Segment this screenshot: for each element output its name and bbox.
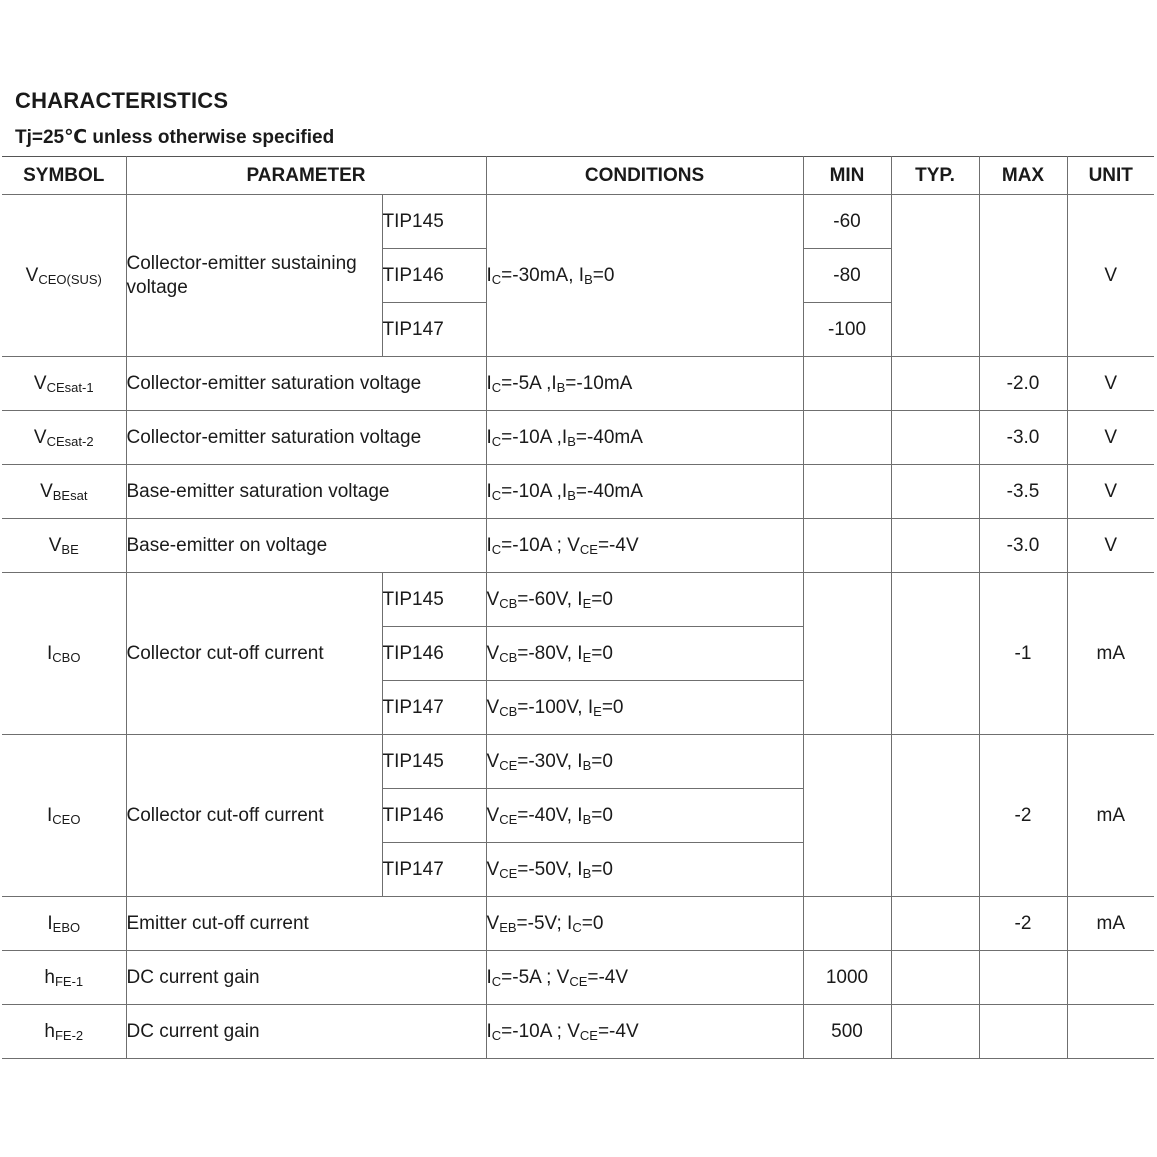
conditions-cell: $I_C=-30mA$, $I_B=0$ [486, 195, 803, 357]
typ-cell [891, 735, 979, 897]
conditions-cell: $I_C=-5A$ $,I_B=-10mA$ [486, 357, 803, 411]
header-typ: TYP. [891, 157, 979, 195]
min-cell: -80 [803, 249, 891, 303]
max-cell [979, 951, 1067, 1005]
conditions-cell: $I_C=-10A$ $,I_B=-40mA$ [486, 411, 803, 465]
table-row [2, 411, 1154, 465]
unit-cell [1067, 1005, 1154, 1059]
symbol-cell: $I_{EBO}$ [2, 897, 126, 951]
min-cell [803, 357, 891, 411]
max-cell: -2 [979, 735, 1067, 897]
parameter-cell: Emitter cut-off current [126, 897, 486, 951]
unit-cell: V [1067, 519, 1154, 573]
max-cell: -2 [979, 897, 1067, 951]
conditions-cell: $V_{CB}=-100V$, $I_E=0$ [486, 681, 803, 735]
min-cell: 1000 [803, 951, 891, 1005]
symbol-cell: $h_{FE-2}$ [2, 1005, 126, 1059]
parameter-cell: Collector cut-off current [126, 573, 382, 735]
parameter-cell: Collector-emitter sustaining voltage [126, 195, 382, 357]
conditions-cell: $I_C=-10A$ $,I_B=-40mA$ [486, 465, 803, 519]
parameter-cell: DC current gain [126, 951, 486, 1005]
model-cell: TIP145 [382, 735, 486, 789]
model-cell: TIP145 [382, 573, 486, 627]
max-cell: -1 [979, 573, 1067, 735]
symbol-cell: $h_{FE-1}$ [2, 951, 126, 1005]
model-cell: TIP147 [382, 681, 486, 735]
header-max: MAX [979, 157, 1067, 195]
symbol-cell: $I_{CEO}$ [2, 735, 126, 897]
parameter-cell: Collector-emitter saturation voltage [126, 357, 486, 411]
header-unit: UNIT [1067, 157, 1154, 195]
min-cell [803, 573, 891, 735]
model-cell: TIP147 [382, 843, 486, 897]
min-cell: -100 [803, 303, 891, 357]
header-min: MIN [803, 157, 891, 195]
table-row [2, 573, 1154, 627]
typ-cell [891, 411, 979, 465]
unit-cell: V [1067, 357, 1154, 411]
table-row [2, 951, 1154, 1005]
symbol-cell: $V_{CEsat-1}$ [2, 357, 126, 411]
parameter-cell: Base-emitter on voltage [126, 519, 486, 573]
table-row [2, 1005, 1154, 1059]
header-conditions: CONDITIONS [486, 157, 803, 195]
table-row [2, 897, 1154, 951]
min-cell [803, 735, 891, 897]
unit-cell: mA [1067, 573, 1154, 735]
unit-cell: mA [1067, 897, 1154, 951]
parameter-cell: Collector cut-off current [126, 735, 382, 897]
table-row [2, 195, 1154, 249]
table-row [2, 519, 1154, 573]
table-row [2, 465, 1154, 519]
symbol-cell: $V_{CEO(SUS)}$ [2, 195, 126, 357]
unit-cell [1067, 951, 1154, 1005]
conditions-cell: $I_C=-5A$ ; $V_{CE}=-4V$ [486, 951, 803, 1005]
typ-cell [891, 1005, 979, 1059]
typ-cell [891, 897, 979, 951]
typ-cell [891, 951, 979, 1005]
parameter-cell: DC current gain [126, 1005, 486, 1059]
max-cell: -3.0 [979, 519, 1067, 573]
conditions-cell: $V_{CE}=-30V$, $I_B=0$ [486, 735, 803, 789]
conditions-cell: $V_{CB}=-60V$, $I_E=0$ [486, 573, 803, 627]
min-cell [803, 465, 891, 519]
characteristics-table [2, 156, 1154, 1059]
model-cell: TIP146 [382, 627, 486, 681]
max-cell: -2.0 [979, 357, 1067, 411]
min-cell [803, 411, 891, 465]
conditions-cell: $V_{CE}=-40V$, $I_B=0$ [486, 789, 803, 843]
max-cell [979, 195, 1067, 357]
symbol-cell: $V_{CEsat-2}$ [2, 411, 126, 465]
header-parameter: PARAMETER [126, 157, 486, 195]
unit-cell: V [1067, 411, 1154, 465]
max-cell: -3.5 [979, 465, 1067, 519]
table-header-row [2, 157, 1154, 195]
parameter-cell: Base-emitter saturation voltage [126, 465, 486, 519]
symbol-cell: $I_{CBO}$ [2, 573, 126, 735]
model-cell: TIP146 [382, 249, 486, 303]
typ-cell [891, 195, 979, 357]
parameter-cell: Collector-emitter saturation voltage [126, 411, 486, 465]
table-row [2, 735, 1154, 789]
unit-cell: V [1067, 195, 1154, 357]
typ-cell [891, 519, 979, 573]
header-symbol: SYMBOL [2, 157, 126, 195]
typ-cell [891, 357, 979, 411]
model-cell: TIP145 [382, 195, 486, 249]
model-cell: TIP147 [382, 303, 486, 357]
conditions-note: Tj=25℃ unless otherwise specified [15, 127, 335, 148]
min-cell [803, 897, 891, 951]
conditions-cell: $V_{CB}=-80V$, $I_E=0$ [486, 627, 803, 681]
typ-cell [891, 465, 979, 519]
min-cell: -60 [803, 195, 891, 249]
conditions-cell: $V_{EB}=-5V$; $I_C=0$ [486, 897, 803, 951]
conditions-cell: $I_C=-10A$ ; $V_{CE}=-4V$ [486, 519, 803, 573]
min-cell [803, 519, 891, 573]
min-cell: 500 [803, 1005, 891, 1059]
unit-cell: mA [1067, 735, 1154, 897]
symbol-cell: $V_{BEsat}$ [2, 465, 126, 519]
symbol-cell: $V_{BE}$ [2, 519, 126, 573]
conditions-cell: $I_C=-10A$ ; $V_{CE}=-4V$ [486, 1005, 803, 1059]
section-title: CHARACTERISTICS [15, 88, 229, 113]
model-cell: TIP146 [382, 789, 486, 843]
table-row [2, 357, 1154, 411]
conditions-cell: $V_{CE}=-50V$, $I_B=0$ [486, 843, 803, 897]
unit-cell: V [1067, 465, 1154, 519]
typ-cell [891, 573, 979, 735]
max-cell [979, 1005, 1067, 1059]
max-cell: -3.0 [979, 411, 1067, 465]
